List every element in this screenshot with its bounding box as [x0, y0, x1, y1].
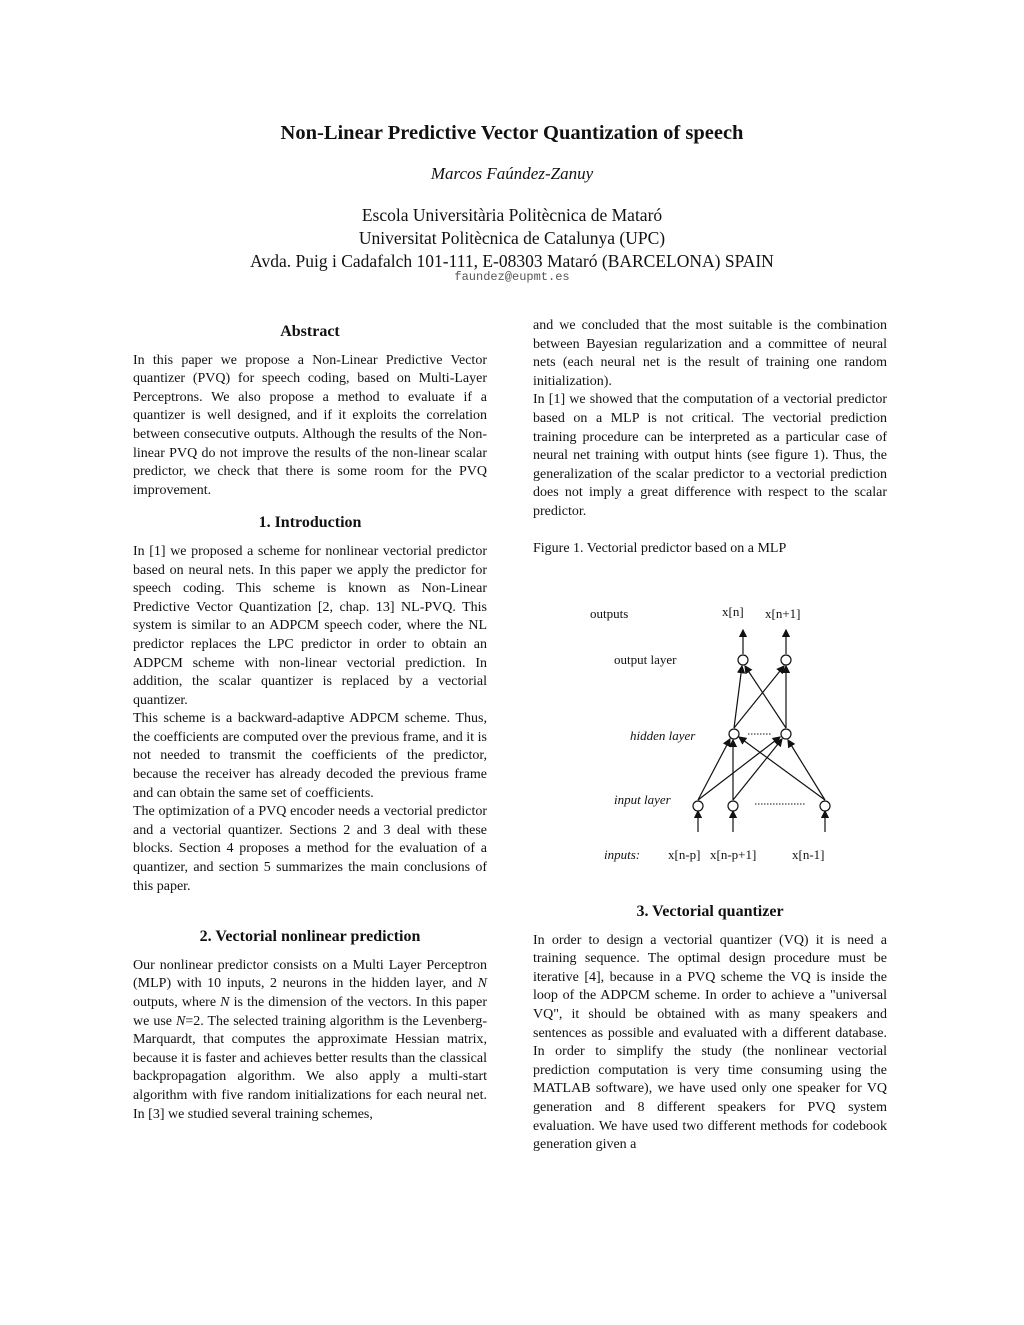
- label-x-n-minus-1: x[n-1]: [792, 847, 825, 862]
- hidden-node-2: [781, 729, 791, 739]
- input-node-3: [820, 801, 830, 811]
- edge-i3-h2: [788, 740, 825, 800]
- left-column: [133, 323, 487, 1124]
- edge-h1-o2: [734, 666, 784, 728]
- figure1-caption: Figure 1. Vectorial predictor based on a MLP: [533, 540, 787, 556]
- figure1-mlp-diagram: [560, 595, 860, 870]
- affiliation-line-2: Universitat Politècnica de Catalunya (UPC): [358, 228, 666, 248]
- label-x-n-minus-p: x[n-p]: [668, 847, 701, 862]
- right-column: [533, 317, 887, 558]
- section2-paragraph-2: In [1] we showed that the computation of a vectorial predictor based on a MLP is not critical. The vectorial prediction training procedure can be interpreted as a particular case of neural net training with output hints (see figure 1). Thus, the generalization of the scalar predictor to a vectorial prediction does not imply a great difference with respect to the scalar predictor.: [533, 392, 887, 519]
- paper-title: Non-Linear Predictive Vector Quantization of speech: [280, 122, 744, 144]
- section3-heading: 3. Vectorial quantizer: [636, 903, 784, 920]
- intro-paragraph-3: The optimization of a PVQ encoder needs a vectorial predictor and a vectorial quantizer. Sections 2 and 3 deal with these blocks. Section 4 proposes a method for the evaluation of a quantizer, and section 5 summarizes the main conclusions of this paper.: [133, 804, 487, 894]
- label-hidden-layer: hidden layer: [630, 728, 696, 743]
- output-node-1: [738, 655, 748, 665]
- edge-i1-h1: [698, 739, 730, 800]
- section3-text: In order to design a vectorial quantizer (VQ) it is need a training sequence. The optimal design procedure must be iterative [4], because in a PVQ scheme the VQ is inside the loop of the ADPCM scheme. In order to achieve a "universal VQ", it should be obtained with as many speakers and sentences as possible and evaluated with a different database. In order to simplify the study (the nonlinear vectorial prediction computation is very time consuming using the MATLAB software), we have used only one speaker for VQ generation and 8 different speakers for PVQ system evaluation. We have used two different methods for codebook generation given a: [533, 932, 887, 1153]
- label-x-n: x[n]: [722, 604, 744, 619]
- section2-heading: 2. Vectorial nonlinear prediction: [199, 928, 421, 946]
- edge-h2-o1: [745, 666, 786, 728]
- edge-i3-h1: [739, 737, 825, 800]
- edge-i2-h2: [733, 739, 782, 800]
- introduction-heading: 1. Introduction: [258, 514, 362, 532]
- author-email: faundez@eupmt.es: [454, 270, 570, 284]
- hidden-node-1: [729, 729, 739, 739]
- section2-continuation: and we concluded that the most suitable is the combination between Bayesian regularization and a committee of neural nets (each neural net is the result of training one random initialization).: [533, 318, 887, 389]
- label-output-layer: output layer: [614, 652, 677, 667]
- label-input-layer: input layer: [614, 792, 671, 807]
- abstract-text: In this paper we propose a Non-Linear Predictive Vector quantizer (PVQ) for speech coding, based on Multi-Layer Perceptrons. We also propose a method to evaluate if a quantizer is well designed, and if it exploits the correlation between consecutive outputs. Although the results of the Non-linear PVQ do not improve the results of the non-linear scalar predictor, we check that there is some room for the PVQ improvement.: [133, 352, 487, 498]
- affiliation-line-1: Escola Universitària Politècnica de Mataró: [361, 205, 663, 225]
- label-outputs: outputs: [590, 606, 629, 621]
- section3-block: [533, 903, 887, 1155]
- label-inputs: inputs:: [604, 847, 641, 862]
- intro-paragraph-1: In [1] we proposed a scheme for nonlinear vectorial predictor based on neural nets. In this paper we apply the predictor for speech coding. This scheme is known as Non-Linear Predictive Vector Quantization [2, chap. 13] NL-PVQ. This system is similar to an ADPCM speech coder, where the NL predictor replaces the LPC predictor in order to obtain an ADPCM scheme with non-linear vectorial prediction. In addition, the scalar quantizer is replaced by a vectorial quantizer.: [133, 543, 487, 708]
- label-x-n-plus-1: x[n+1]: [765, 606, 801, 621]
- affiliation-line-3: Avda. Puig i Cadafalch 101-111, E-08303 Mataró (BARCELONA) SPAIN: [250, 251, 774, 271]
- label-x-n-minus-p-plus-1: x[n-p+1]: [710, 847, 757, 862]
- intro-paragraph-2: This scheme is a backward-adaptive ADPCM scheme. Thus, the coefficients are computed over the previous frame, and it is not needed to transmit the coefficients of the predictor, because the receiver has already decoded the previous frame and can obtain the same set of coefficients.: [133, 711, 487, 801]
- author-name: Marcos Faúndez-Zanuy: [430, 164, 594, 183]
- input-node-1: [693, 801, 703, 811]
- input-node-2: [728, 801, 738, 811]
- section2-paragraph-1: Our nonlinear predictor consists on a Multi Layer Perceptron (MLP) with 10 inputs, 2 neurons in the hidden layer, and N outputs, where N is the dimension of the vectors. In this paper we use N=2. The selected training algorithm is the Levenberg-Marquardt, that computes the approximate Hessian matrix, because it is faster and achieves better results than the classical backpropagation algorithm. We also apply a multi-start algorithm with five random initializations for each neural net. In [3] we studied several training schemes,: [133, 957, 487, 1122]
- abstract-heading: Abstract: [280, 323, 340, 340]
- output-node-2: [781, 655, 791, 665]
- edge-i1-h2: [698, 737, 780, 800]
